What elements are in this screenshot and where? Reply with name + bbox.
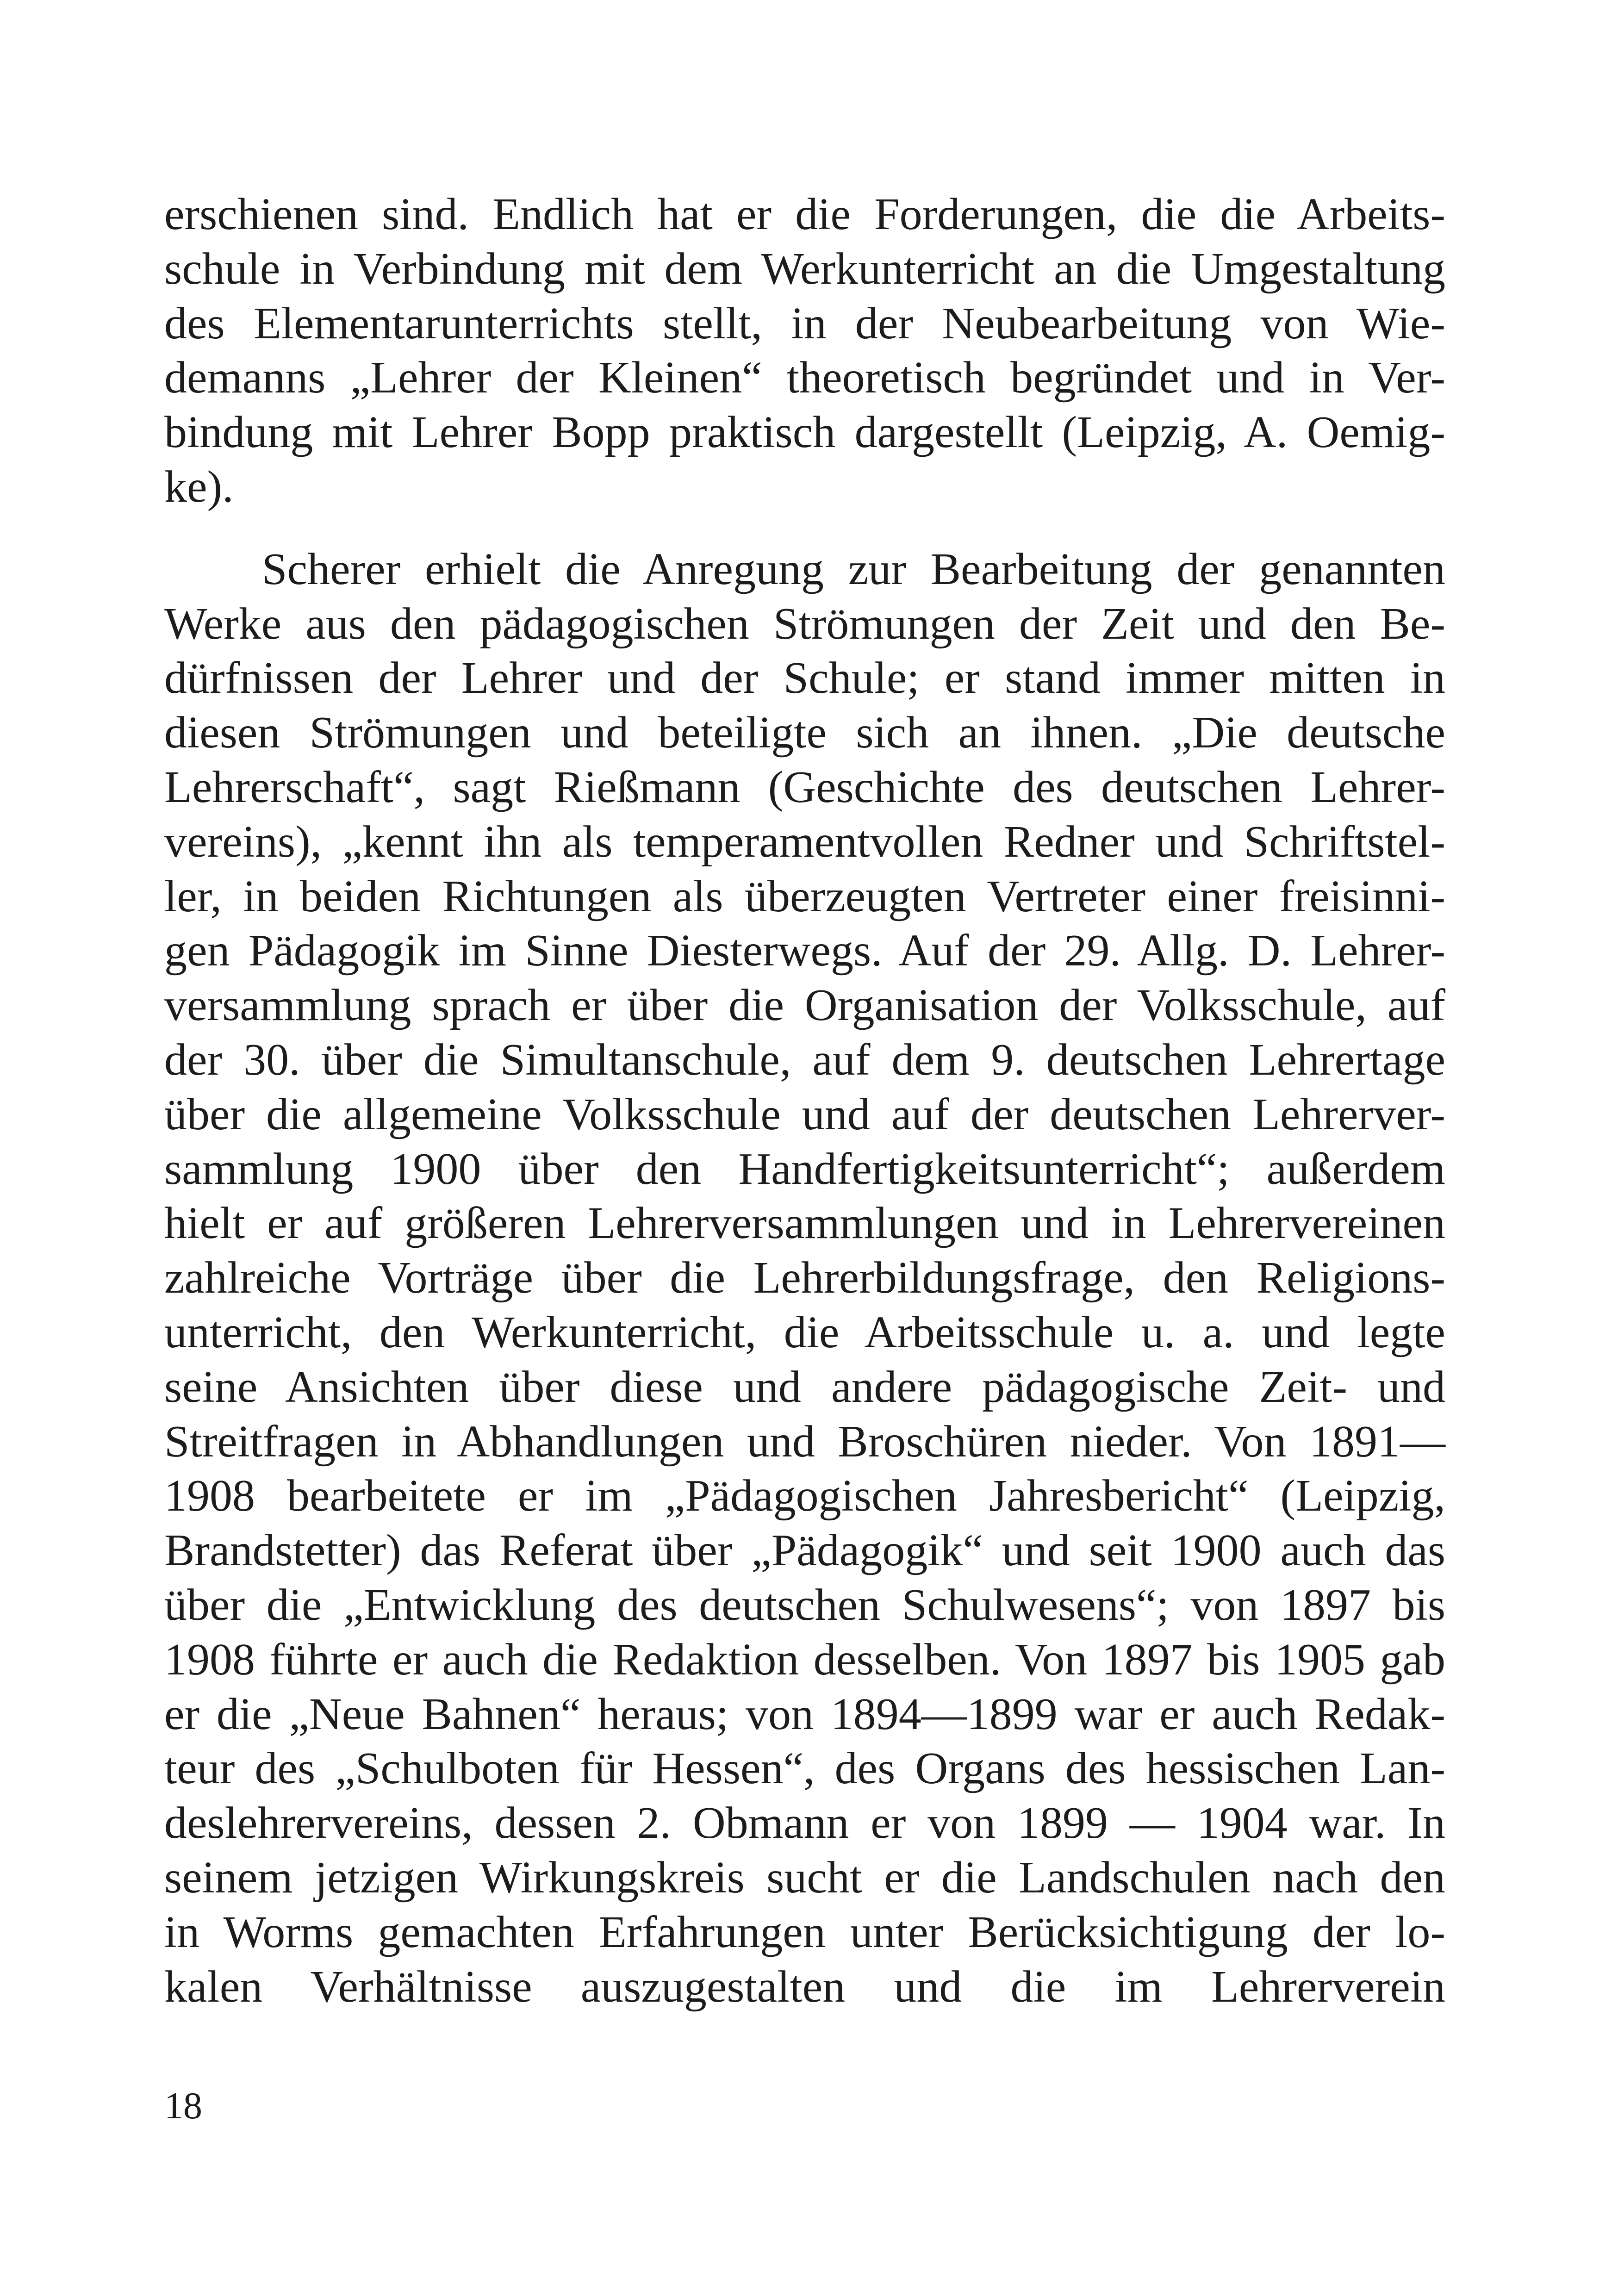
text-line: ler, in beiden Richtungen als überzeugten Vertreter einer freisinni- [164,871,1445,921]
text-line: 1908 führte er auch die Redaktion desselben. Von 1897 bis 1905 gab [164,1634,1445,1685]
text-line: demanns „Lehrer der Kleinen“ theoretisch begründet und in Ver- [164,353,1445,403]
text-line: diesen Strömungen und beteiligte sich an ihnen. „Die deutsche [164,708,1445,758]
text-line: teur des „Schulboten für Hessen“, des Organs des hessischen Lan- [164,1743,1445,1794]
text-line: schule in Verbindung mit dem Werkunterricht an die Umgestaltung [164,243,1445,294]
text-line: erschienen sind. Endlich hat er die Forderungen, die die Arbeits- [164,189,1445,239]
text-line: vereins), „kennt ihn als temperamentvollen Redner und Schriftstel- [164,816,1445,867]
text-line: des Elementarunterrichts stellt, in der Neubearbeitung von Wie- [164,298,1445,348]
paragraph-2 [164,542,1445,2015]
text-line: Scherer erhielt die Anregung zur Bearbeitung der genannten [164,544,1445,594]
text-line: er die „Neue Bahnen“ heraus; von 1894—1899 war er auch Redak- [164,1689,1445,1739]
text-line: 1908 bearbeitete er im „Pädagogischen Jahresbericht“ (Leipzig, [164,1471,1445,1521]
text-line: sammlung 1900 über den Handfertigkeitsunterricht“; außerdem [164,1144,1445,1194]
text-line: gen Pädagogik im Sinne Diesterwegs. Auf der 29. Allg. D. Lehrer- [164,926,1445,976]
text-line: seine Ansichten über diese und andere pädagogische Zeit- und [164,1362,1445,1412]
paragraph-gap [164,515,1445,542]
paragraph-1 [164,187,1445,515]
text-line: zahlreiche Vorträge über die Lehrerbildungsfrage, den Religions- [164,1253,1445,1303]
text-line: der 30. über die Simultanschule, auf dem 9. deutschen Lehrertage [164,1034,1445,1085]
text-line: in Worms gemachten Erfahrungen unter Berücksichtigung der lo- [164,1907,1445,1957]
text-line: versammlung sprach er über die Organisation der Volksschule, auf [164,980,1445,1031]
text-line: bindung mit Lehrer Bopp praktisch dargestellt (Leipzig, A. Oemig- [164,407,1445,458]
body-text [164,187,1445,2014]
text-line: über die „Entwicklung des deutschen Schulwesens“; von 1897 bis [164,1580,1445,1630]
text-line: deslehrervereins, dessen 2. Obmann er von 1899 — 1904 war. In [164,1798,1445,1848]
text-line: Werke aus den pädagogischen Strömungen der Zeit und den Be- [164,598,1445,649]
text-line: seinem jetzigen Wirkungskreis sucht er die Landschulen nach den [164,1852,1445,1903]
text-line: Streitfragen in Abhandlungen und Broschüren nieder. Von 1891— [164,1416,1445,1467]
text-line: dürfnissen der Lehrer und der Schule; er stand immer mitten in [164,653,1445,703]
page-number: 18 [164,2084,202,2127]
text-line: über die allgemeine Volksschule und auf der deutschen Lehrerver- [164,1089,1445,1139]
text-line: Brandstetter) das Referat über „Pädagogik“ und seit 1900 auch das [164,1525,1445,1576]
text-line: ke). [164,461,234,512]
text-line: unterricht, den Werkunterricht, die Arbeitsschule u. a. und legte [164,1307,1445,1357]
text-line: kalen Verhältnisse auszugestalten und die im Lehrerverein [164,1961,1445,2012]
text-line: Lehrerschaft“, sagt Rießmann (Geschichte des deutschen Lehrer- [164,762,1445,812]
text-line: hielt er auf größeren Lehrerversammlungen und in Lehrervereinen [164,1198,1445,1249]
